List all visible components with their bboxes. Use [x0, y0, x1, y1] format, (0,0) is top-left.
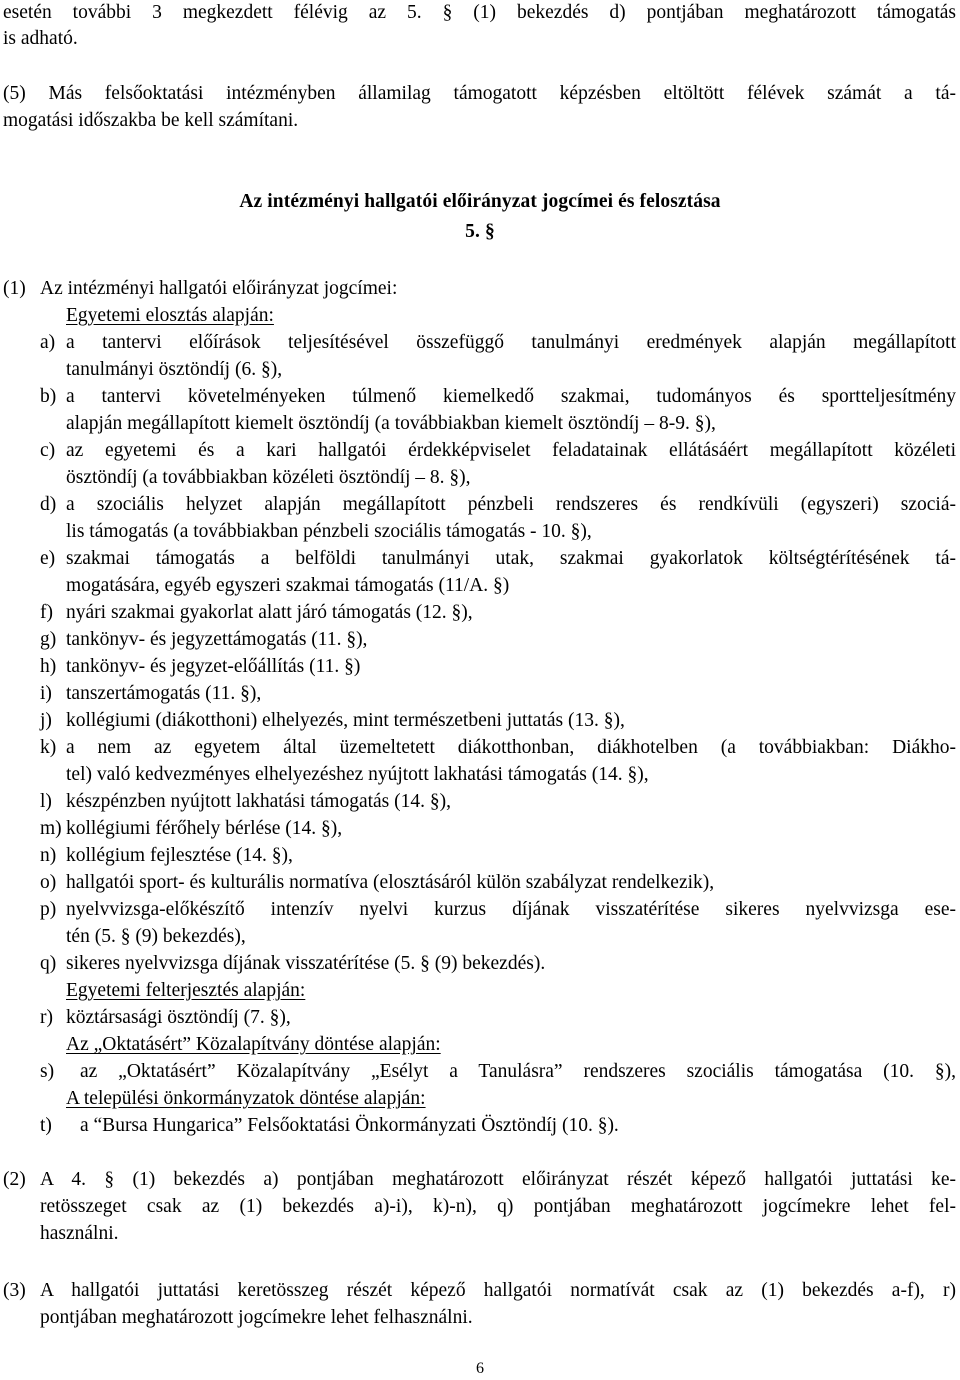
- paragraph-3-line-2: pontjában meghatározott jogcímekre lehet felhasználni.: [40, 1307, 473, 1328]
- item-s-text: az „Oktatásért” Közalapítvány „Esélyt a Tanulásra” rendszeres szociális támogatása (10. §),: [80, 1061, 956, 1082]
- item-a-line-1: a tantervi előírások teljesítésével összefüggő tanulmányi eredmények alapján megállapított: [66, 332, 956, 353]
- item-n-text: kollégium fejlesztése (14. §),: [66, 845, 293, 866]
- item-j-text: kollégiumi (diákotthoni) elhelyezés, mint természetbeni juttatás (13. §),: [66, 710, 625, 731]
- item-e-line-2: mogatására, egyéb egyszeri szakmai támogatás (11/A. §): [66, 575, 510, 596]
- item-p-line-2: tén (5. § (9) bekezdés),: [66, 926, 246, 947]
- paragraph-2-line-2: retösszeget csak az (1) bekezdés a)-i), k)-n), q) pontjában meghatározott jogcímekre lehet fel-: [40, 1196, 956, 1217]
- paragraph-2-line-1: A 4. § (1) bekezdés a) pontjában meghatározott előirányzat részét képező hallgatói juttatási ke-: [40, 1169, 956, 1190]
- subheading-university-allocation: Egyetemi elosztás alapján:: [66, 305, 274, 326]
- item-l-text: készpénzben nyújtott lakhatási támogatás (14. §),: [66, 791, 452, 812]
- item-k-label: k): [40, 737, 57, 758]
- continuation-line-2: is adható.: [3, 28, 78, 49]
- item-t-text: a “Bursa Hungarica” Felsőoktatási Önkormányzati Ösztöndíj (10. §).: [80, 1115, 619, 1136]
- item-c-label: c): [40, 440, 56, 461]
- paragraph-2-label: (2): [3, 1169, 26, 1190]
- item-o-label: o): [40, 872, 57, 893]
- item-s-label: s): [40, 1061, 55, 1082]
- item-q-text: sikeres nyelvvizsga díjának visszatérítése (5. § (9) bekezdés).: [66, 953, 546, 974]
- item-f-text: nyári szakmai gyakorlat alatt járó támogatás (12. §),: [66, 602, 473, 623]
- item-d-line-1: a szociális helyzet alapján megállapított pénzbeli rendszeres és rendkívüli (egyszeri) szociá-: [66, 494, 956, 515]
- paragraph-3-label: (3): [3, 1280, 26, 1301]
- item-p-line-1: nyelvvizsga-előkészítő intenzív nyelvi kurzus díjának visszatérítése sikeres nyelvvizsga ese-: [66, 899, 956, 920]
- section-number: 5. §: [465, 221, 495, 242]
- paragraph-2-line-3: használni.: [40, 1223, 119, 1244]
- paragraph-1-intro: Az intézményi hallgatói előirányzat jogcímei:: [40, 278, 398, 299]
- item-c-line-1: az egyetemi és a kari hallgatói érdekképviselet feladatainak ellátásáért megállapított közéleti: [66, 440, 956, 461]
- item-g-label: g): [40, 629, 57, 650]
- subheading-university-nomination: Egyetemi felterjesztés alapján:: [66, 980, 306, 1001]
- item-d-label: d): [40, 494, 57, 515]
- item-f-label: f): [40, 602, 53, 623]
- paragraph-3-line-1: A hallgatói juttatási keretösszeg részét képező hallgatói normatívát csak az (1) bekezdés a-f), r): [40, 1280, 956, 1301]
- item-o-text: hallgatói sport- és kulturális normatíva (elosztásáról külön szabályzat rendelkezik),: [66, 872, 715, 893]
- item-a-label: a): [40, 332, 56, 353]
- item-i-text: tanszertámogatás (11. §),: [66, 683, 262, 704]
- paragraph-1-label: (1): [3, 278, 26, 299]
- item-e-line-1: szakmai támogatás a belföldi tanulmányi utak, szakmai gyakorlatok költségtérítésének tá-: [66, 548, 956, 569]
- item-b-line-1: a tantervi követelményeken túlmenő kiemelkedő szakmai, tudományos és sportteljesítmény: [66, 386, 956, 407]
- item-b-label: b): [40, 386, 57, 407]
- item-j-label: j): [40, 710, 52, 731]
- item-a-line-2: tanulmányi ösztöndíj (6. §),: [66, 359, 283, 380]
- item-c-line-2: ösztöndíj (a továbbiakban közéleti ösztöndíj – 8. §),: [66, 467, 471, 488]
- subheading-foundation-decision: Az „Oktatásért” Közalapítvány döntése alapján:: [66, 1034, 441, 1055]
- item-p-label: p): [40, 899, 57, 920]
- paragraph-5-line-2: mogatási időszakba be kell számítani.: [3, 110, 299, 131]
- continuation-line-1: esetén további 3 megkezdett félévig az 5. § (1) bekezdés d) pontjában meghatározott támogatás: [3, 2, 956, 23]
- item-n-label: n): [40, 845, 57, 866]
- item-k-line-1: a nem az egyetem által üzemeltetett diákotthonban, diákhotelben (a továbbiakban: Diákho-: [66, 737, 956, 758]
- item-e-label: e): [40, 548, 56, 569]
- item-t-label: t): [40, 1115, 52, 1136]
- item-h-text: tankönyv- és jegyzet-előállítás (11. §): [66, 656, 361, 677]
- item-l-label: l): [40, 791, 52, 812]
- item-r-text: köztársasági ösztöndíj (7. §),: [66, 1007, 291, 1028]
- item-i-label: i): [40, 683, 52, 704]
- item-m-label: m): [40, 818, 62, 839]
- item-k-line-2: tel) való kedvezményes elhelyezéshez nyújtott lakhatási támogatás (14. §),: [66, 764, 649, 785]
- paragraph-5-line-1: (5) Más felsőoktatási intézményben államilag támogatott képzésben eltöltött félévek számát a tá-: [3, 83, 956, 104]
- item-q-label: q): [40, 953, 57, 974]
- item-g-text: tankönyv- és jegyzettámogatás (11. §),: [66, 629, 368, 650]
- page-number: 6: [476, 1360, 484, 1377]
- item-b-line-2: alapján megállapított kiemelt ösztöndíj (a továbbiakban kiemelt ösztöndíj – 8-9. §),: [66, 413, 716, 434]
- item-d-line-2: lis támogatás (a továbbiakban pénzbeli szociális támogatás - 10. §),: [66, 521, 592, 542]
- item-h-label: h): [40, 656, 57, 677]
- section-title: Az intézményi hallgatói előirányzat jogcímei és felosztása: [239, 191, 721, 212]
- item-r-label: r): [40, 1007, 53, 1028]
- subheading-municipality-decision: A települési önkormányzatok döntése alapján:: [66, 1088, 426, 1109]
- item-m-text: kollégiumi férőhely bérlése (14. §),: [66, 818, 343, 839]
